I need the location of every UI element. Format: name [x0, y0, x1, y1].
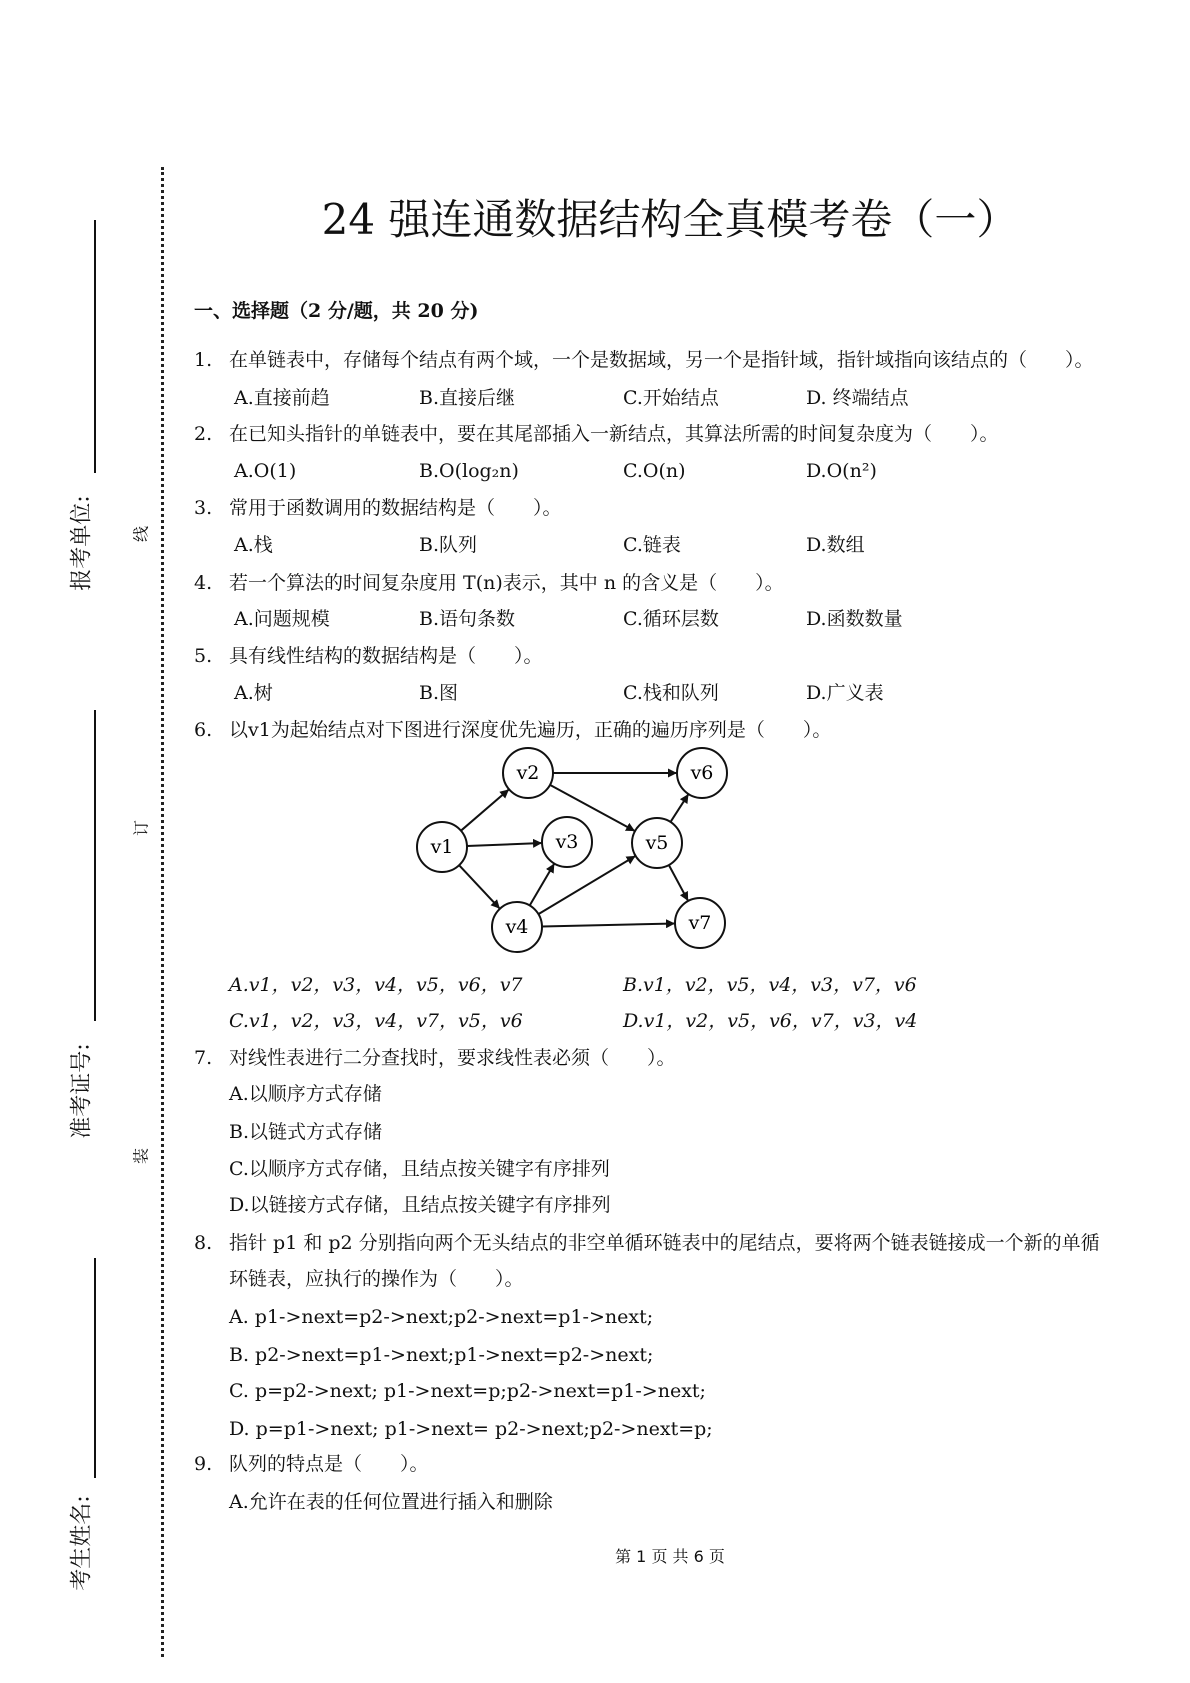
graph-edge-v1-v3 [467, 843, 542, 846]
graph-node-label: v6 [690, 762, 714, 784]
option-d: D. p=p1->next; p1->next= p2->next;p2->next=p; [229, 1418, 713, 1440]
option-c: C.以顺序方式存储，且结点按关键字有序排列 [229, 1158, 610, 1180]
option-a: A.O(1) [234, 460, 297, 482]
question-number: 4. [194, 572, 213, 594]
option-d: D. 终端结点 [806, 387, 909, 409]
option-b: B.直接后继 [419, 387, 516, 409]
graph-node-label: v7 [688, 912, 712, 934]
option-c: C.链表 [623, 534, 681, 556]
question-text: 在已知头指针的单链表中，要在其尾部插入一新结点，其算法所需的时间复杂度为（ ）。 [229, 423, 999, 445]
option-c: C. p=p2->next; p1->next=p;p2->next=p1->next; [229, 1380, 706, 1402]
option-a: A.允许在表的任何位置进行插入和删除 [229, 1491, 553, 1513]
question-number: 2. [194, 423, 213, 445]
question-number: 8. [194, 1232, 213, 1254]
option-b: B.图 [419, 682, 459, 704]
graph-node-label: v1 [430, 836, 454, 858]
question-text: 若一个算法的时间复杂度用 T(n)表示，其中 n 的含义是（ ）。 [229, 572, 784, 594]
option-a: A.栈 [234, 534, 273, 556]
binding-mark-xian: 线 [131, 525, 151, 543]
field-label-name: 考生姓名: [69, 1495, 95, 1591]
option-a: A.问题规模 [234, 608, 330, 630]
graph-edge-v5-v6 [671, 794, 689, 822]
option-a: A.v1，v2，v3，v4，v5，v6，v7 [229, 974, 523, 996]
field-label-ticket: 准考证号: [69, 1043, 95, 1139]
option-c: C.循环层数 [623, 608, 719, 630]
option-d: D.v1，v2，v5，v6，v7，v3，v4 [623, 1010, 918, 1032]
option-b: B.v1，v2，v5，v4，v3，v7，v6 [623, 974, 917, 996]
field-label-unit: 报考单位: [69, 495, 95, 591]
option-b: B.O(log₂n) [419, 460, 519, 482]
page-title: 24 强连通数据结构全真模考卷（一） [321, 195, 1019, 244]
option-d: D.广义表 [806, 682, 884, 704]
question-text-continued: 环链表，应执行的操作为（ ）。 [229, 1268, 524, 1290]
graph-edge-v1-v4 [459, 865, 500, 909]
option-c: C.O(n) [623, 460, 686, 482]
question-text: 对线性表进行二分查找时，要求线性表必须（ ）。 [229, 1047, 676, 1069]
binding-mark-ding: 订 [131, 819, 151, 837]
question-number: 7. [194, 1047, 213, 1069]
option-b: B.语句条数 [419, 608, 516, 630]
question-text: 指针 p1 和 p2 分别指向两个无头结点的非空单循环链表中的尾结点，要将两个链表链接成一个新的单循 [229, 1232, 1100, 1254]
graph-edge-v5-v7 [669, 865, 688, 901]
option-c: C.v1，v2，v3，v4，v7，v5，v6 [229, 1010, 523, 1032]
option-c: C.开始结点 [623, 387, 719, 409]
question-text: 以v1为起始结点对下图进行深度优先遍历，正确的遍历序列是（ ）。 [229, 719, 832, 741]
graph-node-label: v5 [645, 832, 669, 854]
question-text: 具有线性结构的数据结构是（ ）。 [229, 645, 543, 667]
page-footer: 第 1 页 共 6 页 [615, 1547, 725, 1566]
question-text: 在单链表中，存储每个结点有两个域，一个是数据域，另一个是指针域，指针域指向该结点的（ ）。 [229, 349, 1094, 371]
option-a: A.以顺序方式存储 [229, 1083, 382, 1105]
option-d: D.O(n²) [806, 460, 877, 482]
graph-node-label: v3 [555, 831, 579, 853]
option-d: D.数组 [806, 534, 865, 556]
question-text: 队列的特点是（ ）。 [229, 1453, 429, 1475]
question-number: 5. [194, 645, 213, 667]
option-b: B. p2->next=p1->next;p1->next=p2->next; [229, 1344, 654, 1366]
option-a: A. p1->next=p2->next;p2->next=p1->next; [229, 1306, 654, 1328]
section-heading: 一、选择题（2 分/题，共 20 分) [194, 300, 479, 322]
option-b: B.以链式方式存储 [229, 1121, 383, 1143]
option-d: D.以链接方式存储，且结点按关键字有序排列 [229, 1194, 611, 1216]
option-a: A.树 [234, 682, 273, 704]
question-number: 9. [194, 1453, 213, 1475]
graph-edge-v4-v3 [530, 864, 555, 906]
graph-node-label: v4 [505, 916, 529, 938]
option-b: B.队列 [419, 534, 478, 556]
option-a: A.直接前趋 [234, 387, 330, 409]
graph-edge-v4-v7 [542, 924, 675, 927]
question-number: 1. [194, 349, 213, 371]
question-number: 6. [194, 719, 213, 741]
option-c: C.栈和队列 [623, 682, 719, 704]
graph-node-label: v2 [516, 762, 540, 784]
binding-mark-zhuang: 装 [131, 1147, 151, 1165]
option-d: D.函数数量 [806, 608, 903, 630]
question-text: 常用于函数调用的数据结构是（ ）。 [229, 497, 562, 519]
question-number: 3. [194, 497, 213, 519]
graph-edge-v1-v2 [461, 789, 509, 830]
